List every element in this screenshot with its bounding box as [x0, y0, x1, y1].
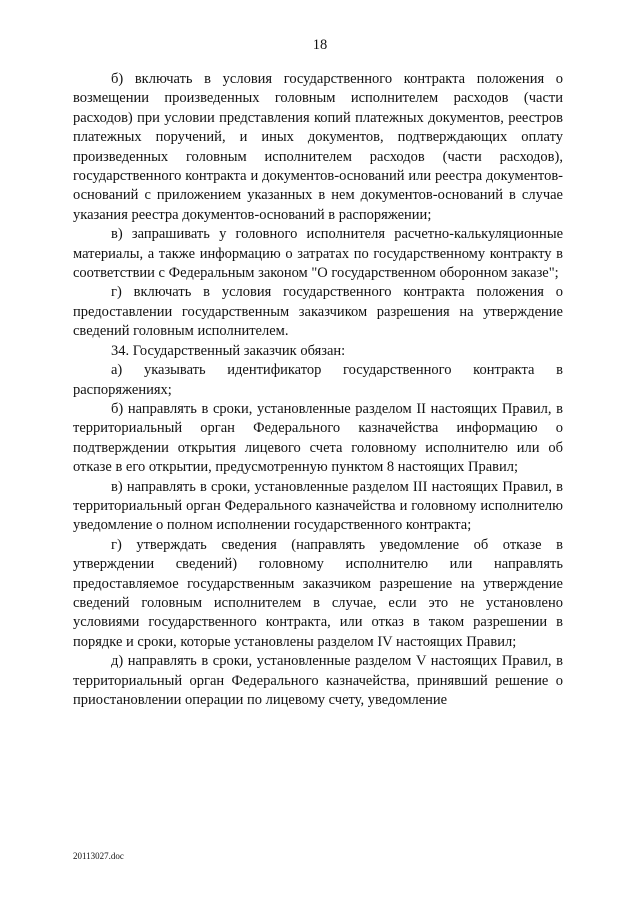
paragraph-v-send-completion-notice: в) направлять в сроки, установленные разделом III настоящих Правил, в территориальный орган Федерального казначейства и головному исполнителю уведомление о полном исполнении государственного контракта; [73, 478, 563, 534]
paragraph-v-request-materials: в) запрашивать у головного исполнителя расчетно-калькуляционные материалы, а также информацию о затратах по государственному контракту в соответствии с Федеральным законом "О государственном оборонном заказе"; [73, 226, 563, 282]
paragraph-b-send-account-info: б) направлять в сроки, установленные разделом II настоящих Правил, в территориальный орган Федерального казначейства информацию о подтверждении открытия лицевого счета головному исполнителю или об отказе в его открытии, предусмотренную пунктом 8 настоящих Правил; [73, 400, 563, 476]
document-body [73, 70, 563, 710]
paragraph-d-send-suspension-notice: д) направлять в сроки, установленные разделом V настоящих Правил, в территориальный орган Федерального казначейства, принявший решение о приостановлении операции по лицевому счету, уведомление [73, 653, 563, 708]
paragraph-b-include-reimbursement: б) включать в условия государственного контракта положения о возмещении произведенных головным исполнителем расходов (части расходов) при условии представления копий платежных документов, реестров платежных поручений, и иных документов, подтверждающих оплату произведенных головным исполнителем расходов (части расходов), государственного контракта и документов-оснований или реестра документов-оснований с приложением указанных в нем документов-оснований в случае указания реестра документов-оснований в распоряжении; [73, 71, 563, 223]
paragraph-a-contract-id: а) указывать идентификатор государственного контракта в распоряжениях; [73, 362, 563, 398]
paragraph-34-heading: 34. Государственный заказчик обязан: [111, 342, 346, 359]
footer-filename: 20113027.doc [73, 851, 124, 861]
paragraph-g-include-permission: г) включать в условия государственного контракта положения о предоставлении государственным заказчиком разрешения на утверждение сведений головным исполнителем. [73, 284, 563, 340]
paragraph-g-approve-data: г) утверждать сведения (направлять уведомление об отказе в утверждении сведений) головному исполнителю или направлять предоставляемое государственным заказчиком разрешение на утверждение сведений головным исполнителем в случае, если это не установлено условиями государственного контракта, или отказ в таком разрешении в порядке и сроки, которые установлены разделом IV настоящих Правил; [73, 536, 563, 650]
page-number: 18 [312, 37, 328, 53]
